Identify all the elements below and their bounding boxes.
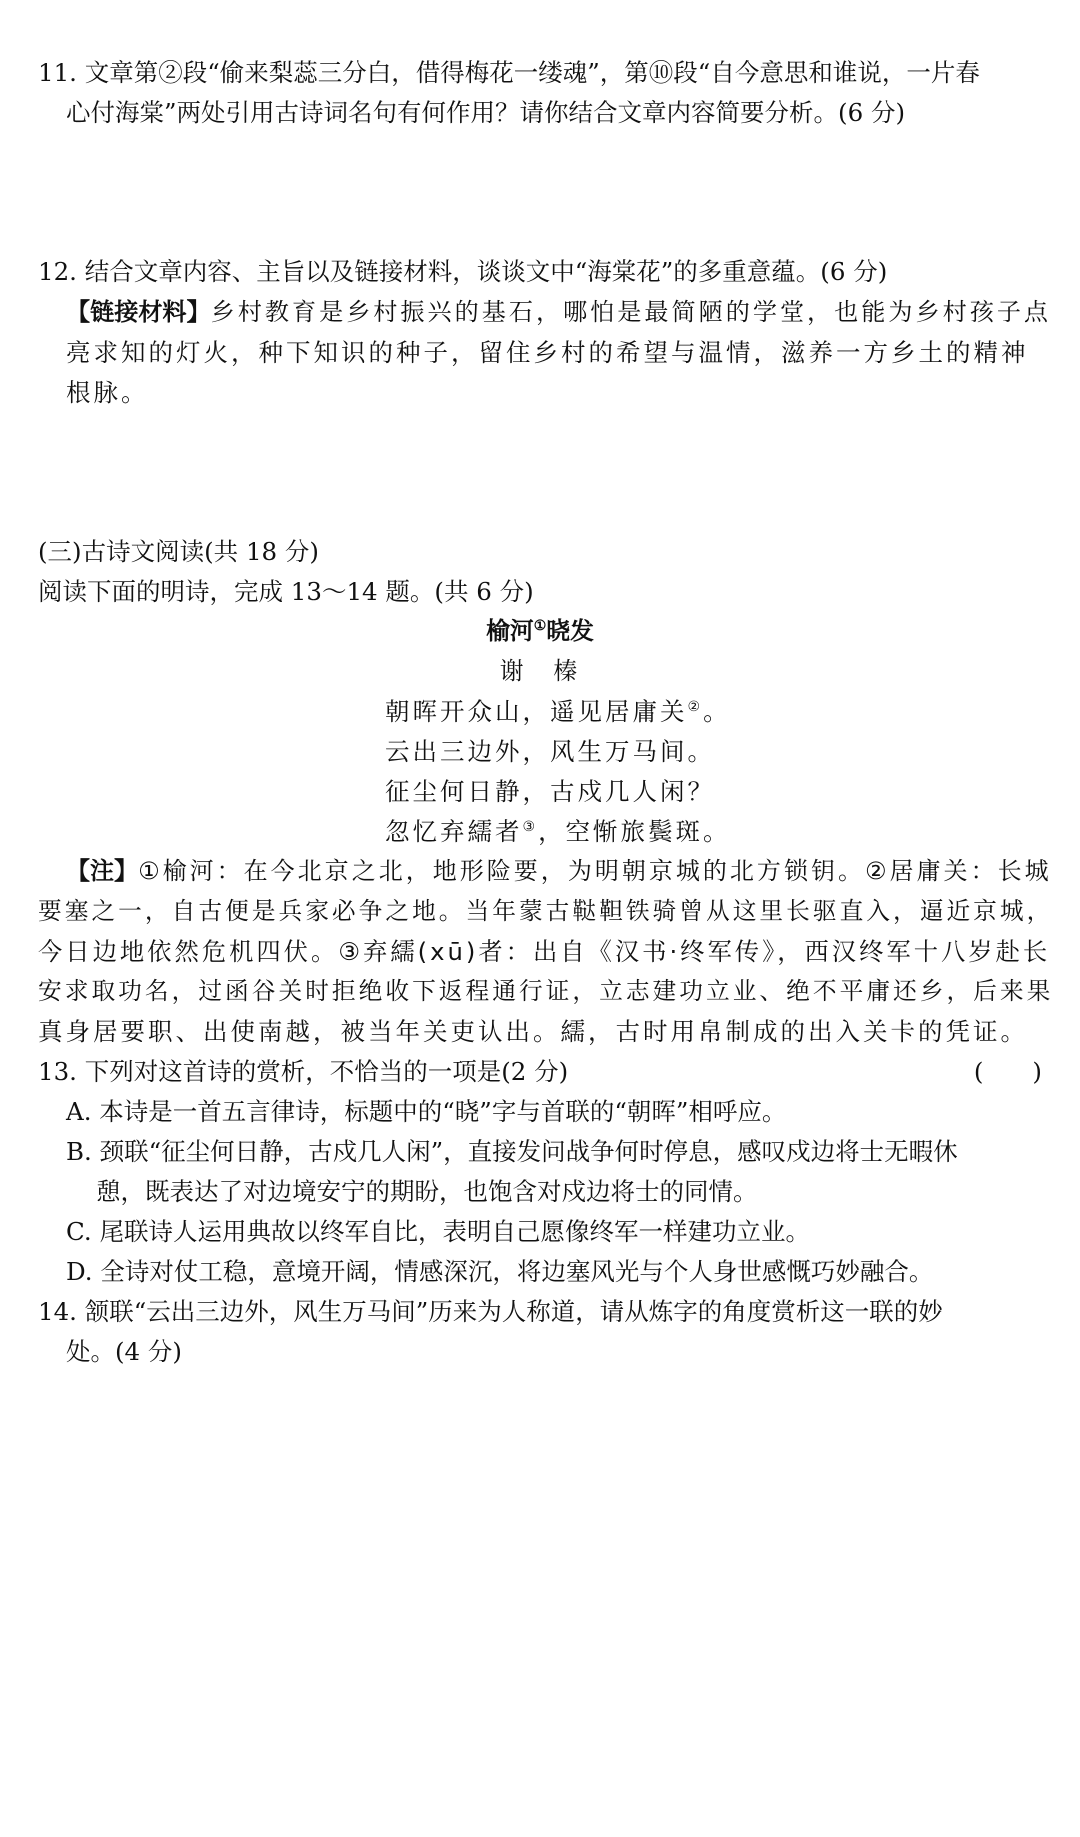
poem-author: 谢 榛 — [499, 657, 581, 685]
question-11-line-2: 心付海棠”两处引用古诗词名句有何作用？请你结合文章内容简要分析。(6 分) — [66, 98, 906, 127]
question-14-line-2: 处。(4 分) — [66, 1337, 182, 1366]
poem-line-4 — [385, 817, 731, 846]
section-3-heading: (三)古诗文阅读(共 18 分) — [38, 537, 319, 566]
poem-title-rest: 晓发 — [546, 617, 594, 645]
poem-title — [0, 617, 1080, 646]
poem-line-3: 征尘何日静，古戍几人闲？ — [385, 777, 715, 806]
notes-line-1 — [66, 857, 1052, 886]
poem-title-footnote-mark: ① — [533, 618, 547, 635]
notes-line-3: 今日边地依然危机四伏。③弃繻(xū)者：出自《汉书·终军传》，西汉终军十八岁赴长 — [38, 937, 1051, 966]
poem-line-1-end: 。 — [703, 697, 731, 726]
notes-line-2: 要塞之一，自古便是兵家必争之地。当年蒙古鞑靼铁骑曾从这里长驱直入，逼近京城， — [38, 897, 1054, 925]
question-11-line-1: 11. 文章第②段“偷来梨蕊三分白，借得梅花一缕魂”，第⑩段“自今意思和谁说，一片春 — [38, 58, 980, 87]
poem-line-4-text: 忽忆弃繻者 — [385, 817, 523, 846]
link-material-line-1 — [66, 298, 1051, 327]
poem-line-1-footnote-mark: ② — [687, 698, 704, 715]
notes-line-5: 真身居要职、出使南越，被当年关吏认出。繻，古时用帛制成的出入关卡的凭证。 — [38, 1017, 1028, 1046]
poem-line-2: 云出三边外，风生万马间。 — [385, 737, 715, 766]
question-13-stem: 13. 下列对这首诗的赏析，不恰当的一项是(2 分) — [38, 1057, 569, 1086]
option-c: C. 尾联诗人运用典故以终军自比，表明自己愿像终军一样建功立业。 — [66, 1217, 810, 1246]
link-material-text-1: 乡村教育是乡村振兴的基石，哪怕是最简陋的学堂，也能为乡村孩子点 — [210, 298, 1052, 326]
option-a: A. 本诗是一首五言律诗，标题中的“晓”字与首联的“朝晖”相呼应。 — [66, 1097, 787, 1126]
poem-line-4-end: ，空惭旅鬓斑。 — [538, 817, 731, 846]
poem-line-1 — [385, 697, 731, 726]
link-material-line-3: 根脉。 — [66, 378, 149, 407]
option-b-line-1: B. 颈联“征尘何日静，古戍几人闲”，直接发问战争何时停息，感叹戍边将士无暇休 — [66, 1137, 958, 1166]
poem-title-main: 榆河 — [486, 617, 534, 645]
poem-line-4-footnote-mark: ③ — [522, 818, 539, 835]
question-14-line-1: 14. 颔联“云出三边外，风生万马间”历来为人称道，请从炼字的角度赏析这一联的妙 — [38, 1297, 943, 1326]
link-material-label: 【链接材料】 — [66, 297, 211, 326]
poem-intro: 阅读下面的明诗，完成 13～14 题。(共 6 分) — [38, 577, 534, 606]
poem-line-1-text: 朝晖开众山，遥见居庸关 — [385, 697, 688, 726]
notes-label: 【注】 — [66, 856, 139, 885]
option-b-line-2: 憩，既表达了对边境安宁的期盼，也饱含对戍边将士的同情。 — [96, 1177, 758, 1206]
notes-line-4: 安求取功名，过函谷关时拒绝收下返程通行证，立志建功立业、绝不平庸还乡，后来果 — [38, 977, 1054, 1005]
option-d: D. 全诗对仗工稳，意境开阔，情感深沉，将边塞风光与个人身世感慨巧妙融合。 — [66, 1257, 934, 1286]
link-material-line-2: 亮求知的灯火，种下知识的种子，留住乡村的希望与温情，滋养一方乡土的精神 — [66, 338, 1029, 367]
notes-text-1: ①榆河：在今北京之北，地形险要，为明朝京城的北方锁钥。②居庸关：长城 — [138, 857, 1052, 885]
answer-bracket[interactable]: ( ) — [973, 1057, 1042, 1086]
question-12-line-1: 12. 结合文章内容、主旨以及链接材料，谈谈文中“海棠花”的多重意蕴。(6 分) — [38, 257, 888, 286]
